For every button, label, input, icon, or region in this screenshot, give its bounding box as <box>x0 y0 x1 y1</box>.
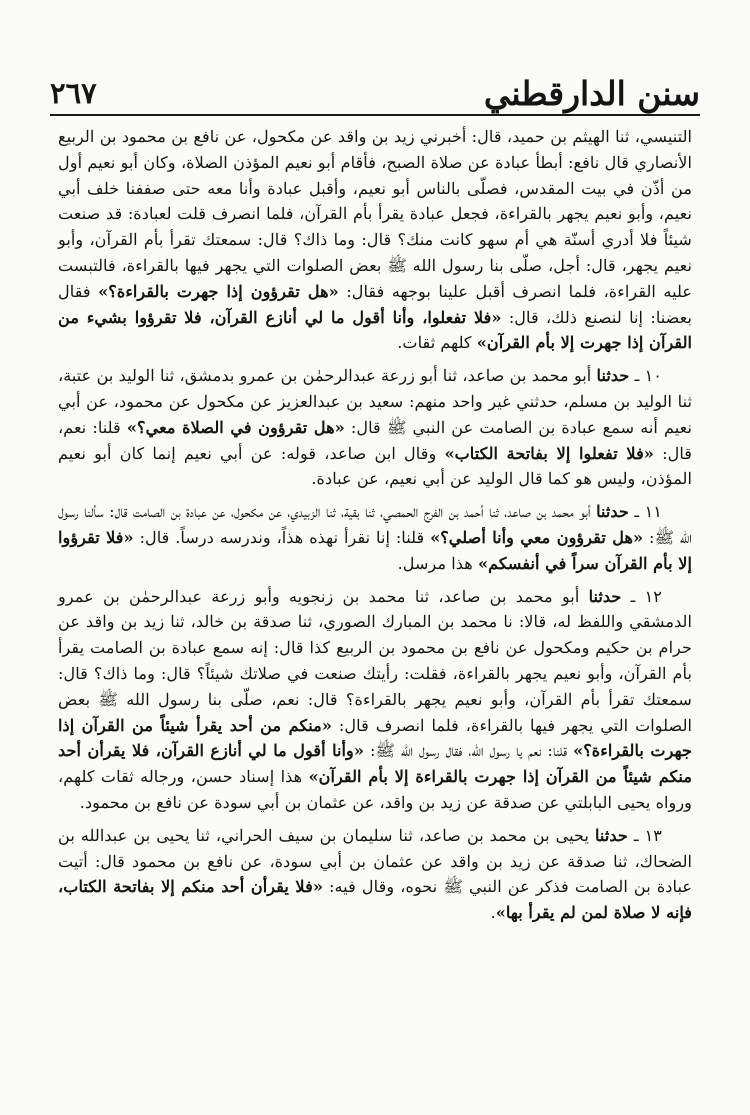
page-number: ٢٦٧ <box>50 76 97 110</box>
emphasized-text: حدثنا <box>588 586 622 606</box>
emphasized-text: «فلا تفعلوا إلا بفاتحة الكتاب» <box>444 443 654 463</box>
emphasized-text: «فلا تقرؤوا إلا بأم القرآن سراً في أنفسكم» <box>58 527 692 573</box>
text-run: ١٣ ـ <box>627 825 662 845</box>
text-run: هذا إسناد حسن، ورجاله ثقات كلهم، ورواه يحيى البابلتي عن صدقة عن زيد بن واقد، عن عثمان بن أبي سودة عن نافع بن محمود. <box>58 767 692 812</box>
hadith-12 <box>58 584 692 816</box>
emphasized-text: حدثنا <box>596 502 629 522</box>
text-run: ١١ ـ <box>628 502 662 522</box>
text-run: أبو محمد بن صاعد، ثنا محمد بن زنجويه وأبو زرعة عبدالرحمٰن بن عمرو الدمشقي واللفظ له، قالا: نا محمد بن المبارك الصوري، ثنا صدقة بن خالد، ثنا زيد بن واقد عن حرام بن حكيم ومكحول عن نافع بن محمود بن الربيع كذا قال: إنه سمع عبادة بن الصامت يقرأ بأم القرآن، وأبو نعيم يجهر بالقراءة، فقلت: رأيتك صنعت في صلاتك شيئاً؟ قال: وما ذاك؟ قال: سمعتك تقرأ بأم القرآن، وأبو نعيم يجهر بالقراءة؟ قال: نعم، صلّى بنا رسول الله ﷺ بعض الصلوات التي يجهر فيها بالقراءة، فلما انصرف قال: <box>58 586 692 735</box>
emphasized-text: «هل تقرؤون في الصلاة معي؟» <box>126 417 345 437</box>
emphasized-text: «وأنا أقول ما لي أنازع القرآن، فلا يقرأن أحد منكم شيئاً من القرآن إذا جهرت بالقراءة إلا بأم القرآن» <box>58 741 692 787</box>
emphasized-text: «هل تقرؤون معي وأنا أصلي؟» <box>430 527 644 547</box>
header-rule <box>50 114 700 116</box>
page-header <box>50 66 700 112</box>
text-run: ١٢ ـ <box>621 586 662 606</box>
hadith-11 <box>58 499 692 576</box>
emphasized-text: حدثنا <box>595 825 628 845</box>
text-run: هذا مرسل. <box>397 553 478 573</box>
hadith-13 <box>58 823 692 926</box>
text-run: التنيسي، ثنا الهيثم بن حميد، قال: أخبرني زيد بن واقد عن مكحول، عن نافع بن محمود بن الربيع الأنصاري قال نافع: <box>58 127 692 172</box>
text-run: قلنا: نعم، قال: <box>58 417 693 463</box>
paragraph-continuation <box>58 124 692 356</box>
book-title: سنن الدارقطني <box>483 74 700 113</box>
emphasized-text: «هل تقرؤون إذا جهرت بالقراءة؟» <box>98 281 339 301</box>
text-run: أبطأ عبادة عن صلاة الصبح، فأقام أبو نعيم المؤذن الصلاة، وكان أبو نعيم أول من أذّن في بيت المقدس، فصلّى بالناس أبو نعيم، وأقبل عبادة وأنا معه حتى صففنا خلف أبي نعيم، وأبو نعيم يجهر بالقراءة، فجعل عبادة يقرأ بأم القرآن، فلما انصرف قلت لعبادة: قد صنعت شيئاً فلا أدري أسنّة هي أم سهو كانت منك؟ قال: وما ذاك؟ قال: سمعتك تقرأ بأم القرآن، وأبو نعيم يجهر، قال: أجل، صلّى بنا رسول الله ﷺ بعض الصلوات التي يجهر فيها بالقراءة، فالتبست عليه القراءة، فلما انصرف أقبل علينا بوجهه فقال: <box>58 152 693 301</box>
text-run: يحيى بن محمد بن صاعد، ثنا سليمان بن سيف الحراني، ثنا يحيى بن عبدالله بن الضحاك، ثنا صدقة عن زيد بن واقد عن عثمان بن أبي سودة، عن نافع بن محمود قال: أتيت عبادة بن الصامت فذكر عن النبي ﷺ نحوه، وقال فيه: <box>58 825 692 897</box>
text-run: فقال بعضنا: إنا لنصنع ذلك، قال: <box>58 281 692 327</box>
body-text <box>58 124 692 933</box>
text-run: أبو محمد بن صاعد، ثنا أحمد بن الفرج الحمصي، ثنا بقية، ثنا الزبيدي، عن مكحول، عن عبادة بن الصامت قال: سألنا رسول الله ﷺ: <box>58 502 692 547</box>
hadith-10 <box>58 363 692 492</box>
emphasized-text: «فلا تفعلوا، وأنا أقول ما لي أنازع القرآن، فلا تقرؤوا بشيء من القرآن إذا جهرت إلا بأم القرآن» <box>58 307 692 353</box>
text-run: قلنا: إنا نقرأ نهذه هذاً، وندرسه درساً. قال: <box>133 527 431 547</box>
text-run: كلهم ثقات. <box>397 333 477 353</box>
text-run: قلنا: نعم يا رسول الله، فقال رسول الله ﷺ: <box>363 741 574 761</box>
text-run: وقال ابن صاعد، قوله: عن أبي نعيم إنما كان أبو نعيم المؤذن، وليس هو كما قال الوليد عن أبي نعيم، عن عبادة. <box>58 443 692 489</box>
text-run: . <box>490 903 496 923</box>
emphasized-text: حدثنا <box>596 366 630 386</box>
emphasized-text: «فلا يقرأن أحد منكم إلا بفاتحة الكتاب، فإنه لا صلاة لمن لم يقرأ بها» <box>58 877 692 923</box>
text-run: أبو محمد بن صاعد، ثنا أبو زرعة عبدالرحمٰن بن عمرو بدمشق، ثنا الوليد بن عتبة، ثنا الوليد بن مسلم، حدثني غير واحد منهم: سعيد بن عبدالعزيز عن مكحول عن محمود، عن أبي نعيم أنه سمع عبادة بن الصامت عن النبي ﷺ قال: <box>58 366 692 437</box>
text-run: ١٠ ـ <box>629 366 662 386</box>
emphasized-text: «منكم من أحد يقرأ شيئاً من القرآن إذا جهرت بالقراءة؟» <box>58 715 692 761</box>
